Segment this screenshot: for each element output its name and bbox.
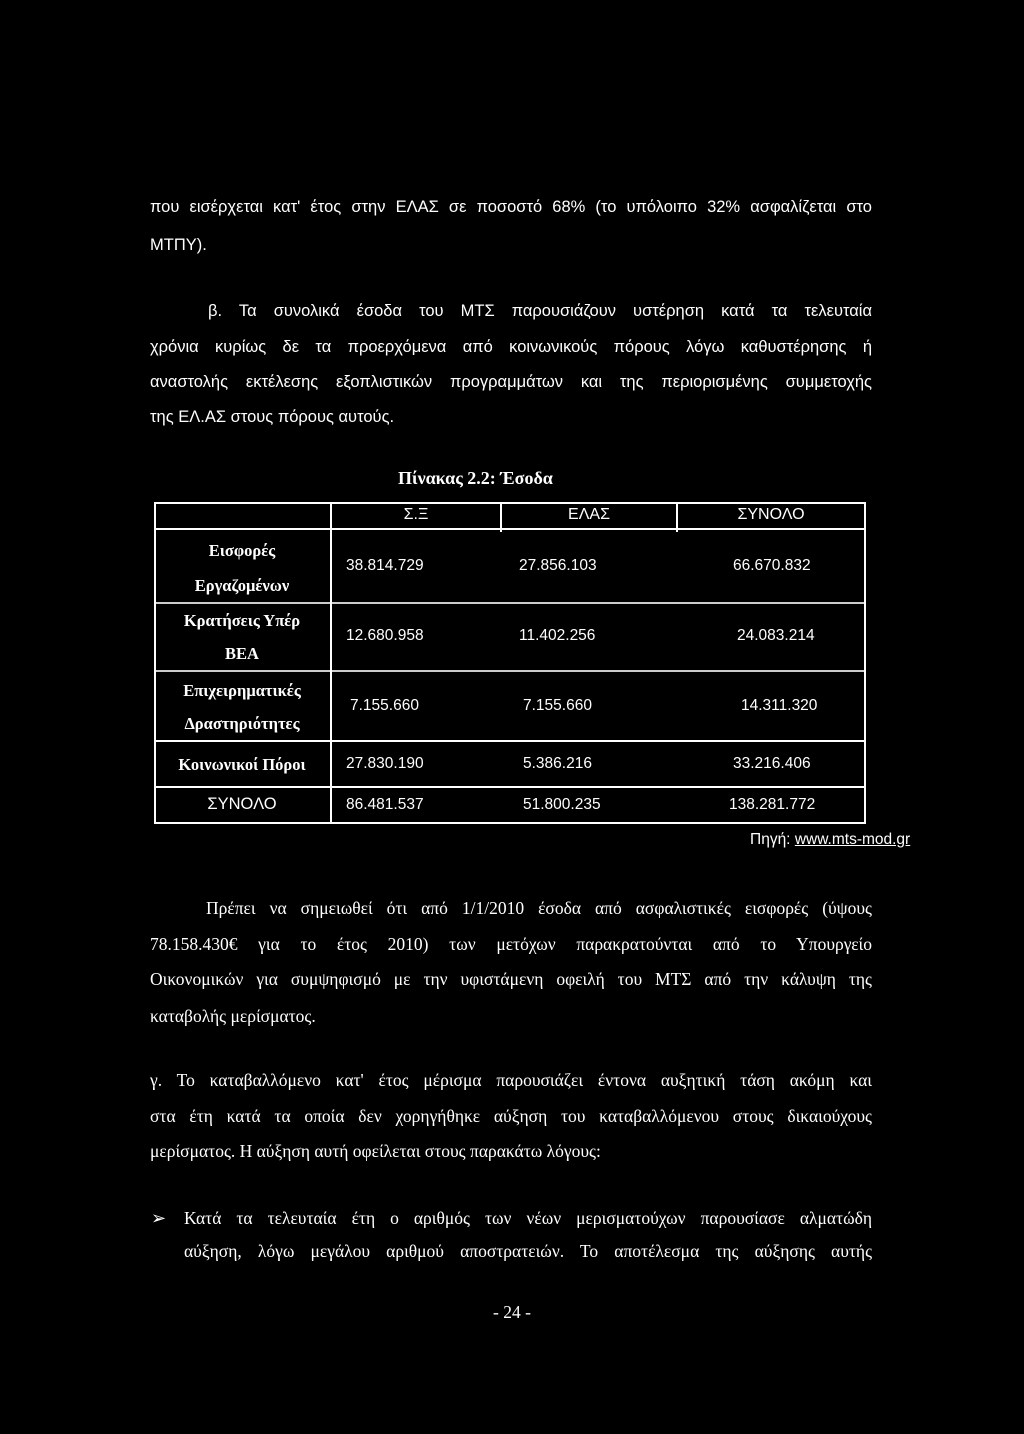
source-link[interactable]: www.mts-mod.gr <box>794 831 911 848</box>
table-border-row <box>154 602 866 604</box>
text-line: που εισέρχεται κατ' έτος στην ΕΛΑΣ σε ποσοστό 68% (το υπόλοιπο 32% ασφαλίζεται στο <box>150 198 872 216</box>
row-label-total <box>154 790 330 819</box>
table-border-bottom <box>154 822 866 824</box>
table-border-col <box>330 502 332 824</box>
source-label: Πηγή: <box>750 831 791 848</box>
table-header-total: ΣΥΝΟΛΟ <box>737 506 805 523</box>
row-label <box>154 536 330 600</box>
table-cell: 51.800.235 <box>523 796 601 813</box>
row-label <box>154 606 330 668</box>
text-line: μερίσματος. Η αύξηση αυτή οφείλεται στους παρακάτω λόγους: <box>150 1141 601 1161</box>
text-line: γ. Το καταβαλλόμενο κατ' έτος μέρισμα παρουσιάζει έντονα αυξητική τάση ακόμη και <box>150 1070 872 1090</box>
row-label-line: ΒΕΑ <box>225 644 259 663</box>
text-line: αναστολής εκτέλεσης εξοπλιστικών προγραμμάτων και της περιορισμένης συμμετοχής <box>150 373 872 391</box>
table-cell: 7.155.660 <box>350 697 419 714</box>
table-border-row <box>154 670 866 672</box>
table-cell: 24.083.214 <box>737 627 815 644</box>
table-cell: 33.216.406 <box>733 755 811 772</box>
table-border-header <box>154 528 866 530</box>
text-line: 78.158.430€ για το έτος 2010) των μετόχων παρακρατούνται από το Υπουργείο <box>150 934 872 954</box>
row-label-line: Κοινωνικοί Πόροι <box>178 755 306 774</box>
row-label <box>154 750 330 779</box>
row-label-line: Εργαζομένων <box>194 576 290 595</box>
row-label-line: Επιχειρηματικές <box>183 681 301 700</box>
table-cell: 27.856.103 <box>519 557 597 574</box>
text-line: αύξηση, λόγω μεγάλου αριθμού αποστρατειών. Το αποτέλεσμα της αύξησης αυτής <box>184 1241 872 1261</box>
text-line: Πρέπει να σημειωθεί ότι από 1/1/2010 έσοδα από ασφαλιστικές εισφορές (ύψους <box>206 898 872 918</box>
table-source <box>750 830 910 850</box>
row-label-line: Δραστηριότητες <box>184 714 300 733</box>
text-line: χρόνια κυρίως δε τα προερχόμενα από κοινωνικούς πόρους λόγω καθυστέρησης ή <box>150 338 872 356</box>
table-cell: 27.830.190 <box>346 755 424 772</box>
table-border-right <box>864 502 866 824</box>
table-cell: 14.311.320 <box>741 697 818 714</box>
table-cell: 11.402.256 <box>519 627 596 644</box>
text-line: β. Τα συνολικά έσοδα του ΜΤΣ παρουσιάζουν υστέρηση κατά τα τελευταία <box>208 302 872 320</box>
text-line: στα έτη κατά τα οποία δεν χορηγήθηκε αύξηση του καταβαλλόμενου στους δικαιούχους <box>150 1106 872 1126</box>
table-cell: 12.680.958 <box>346 627 424 644</box>
table-title: Πίνακας 2.2: Έσοδα <box>398 468 553 488</box>
text-line: της ΕΛ.ΑΣ στους πόρους αυτούς. <box>150 408 395 426</box>
text-line: Οικονομικών για συμψηφισμό με την υφιστάμενη οφειλή του ΜΤΣ από την κάλυψη της <box>150 969 872 989</box>
arrow-bullet-icon: ➢ <box>151 1208 167 1228</box>
text-line: ΜΤΠΥ). <box>150 236 207 254</box>
table-header-sx: Σ.Ξ <box>403 506 429 523</box>
row-label-line: ΣΥΝΟΛΟ <box>207 795 277 813</box>
table-cell: 7.155.660 <box>523 697 592 714</box>
table-cell: 38.814.729 <box>346 557 424 574</box>
row-label-line: Κρατήσεις Υπέρ <box>183 611 301 630</box>
table-border-row <box>154 740 866 742</box>
page-number: - 24 - <box>493 1302 531 1322</box>
table-cell: 86.481.537 <box>346 796 424 813</box>
row-label <box>154 676 330 738</box>
table-border-row <box>154 786 866 788</box>
text-line: καταβολής μερίσματος. <box>150 1006 316 1026</box>
table-border-top <box>154 502 866 504</box>
table-cell: 5.386.216 <box>523 755 592 772</box>
row-label-line: Εισφορές <box>208 541 276 560</box>
table-cell: 66.670.832 <box>733 557 811 574</box>
table-header-elas: ΕΛΑΣ <box>568 506 610 523</box>
table-cell: 138.281.772 <box>729 796 816 813</box>
text-line: Κατά τα τελευταία έτη ο αριθμός των νέων μερισματούχων παρουσίασε αλματώδη <box>184 1208 872 1228</box>
